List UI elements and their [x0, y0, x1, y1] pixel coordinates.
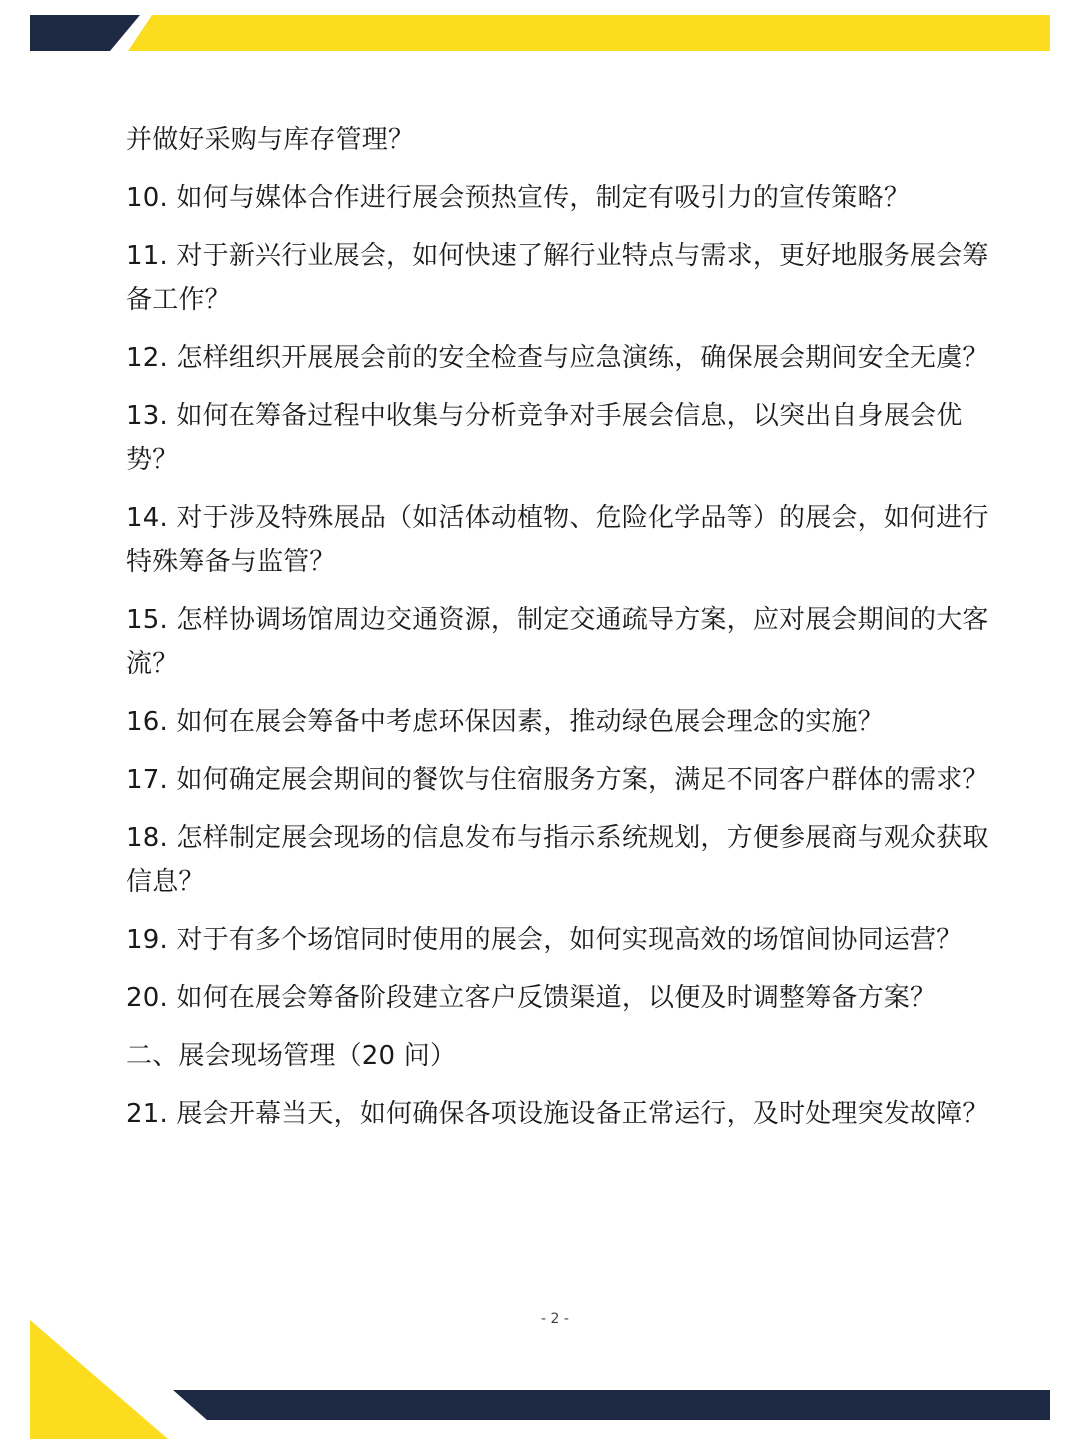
bottom-yellow-triangle: [30, 1320, 168, 1439]
question-15: 15. 怎样协调场馆周边交通资源，制定交通疏导方案，应对展会期间的大客流？: [126, 605, 989, 679]
question-12: 12. 怎样组织开展展会前的安全检查与应急演练，确保展会期间安全无虞？: [126, 343, 989, 373]
question-17: 17. 如何确定展会期间的餐饮与住宿服务方案，满足不同客户群体的需求？: [126, 765, 989, 795]
question-16: 16. 如何在展会筹备中考虑环保因素，推动绿色展会理念的实施？: [126, 707, 884, 737]
page-number: - 2 -: [541, 1311, 569, 1327]
section-heading: 二、展会现场管理（20 问）: [126, 1041, 457, 1071]
document-body: [126, 118, 990, 1150]
question-10: 10. 如何与媒体合作进行展会预热宣传，制定有吸引力的宣传策略？: [126, 183, 911, 213]
paragraph-continuation: 并做好采购与库存管理？: [126, 125, 415, 155]
top-navy-stripe: [30, 15, 140, 51]
question-13: 13. 如何在筹备过程中收集与分析竞争对手展会信息，以突出自身展会优势？: [126, 401, 963, 475]
question-19: 19. 对于有多个场馆同时使用的展会，如何实现高效的场馆间协同运营？: [126, 925, 963, 955]
bottom-banner-decoration: [0, 1310, 1080, 1439]
question-20: 20. 如何在展会筹备阶段建立客户反馈渠道，以便及时调整筹备方案？: [126, 983, 937, 1013]
bottom-navy-stripe: [173, 1390, 1050, 1420]
question-14: 14. 对于涉及特殊展品（如活体动植物、危险化学品等）的展会，如何进行特殊筹备与监管？: [126, 503, 989, 577]
question-21: 21. 展会开幕当天，如何确保各项设施设备正常运行，及时处理突发故障？: [126, 1099, 989, 1129]
top-banner-decoration: [0, 0, 1080, 60]
question-11: 11. 对于新兴行业展会，如何快速了解行业特点与需求，更好地服务展会筹备工作？: [126, 241, 989, 315]
question-18: 18. 怎样制定展会现场的信息发布与指示系统规划，方便参展商与观众获取信息？: [126, 823, 989, 897]
top-yellow-stripe: [128, 15, 1050, 51]
